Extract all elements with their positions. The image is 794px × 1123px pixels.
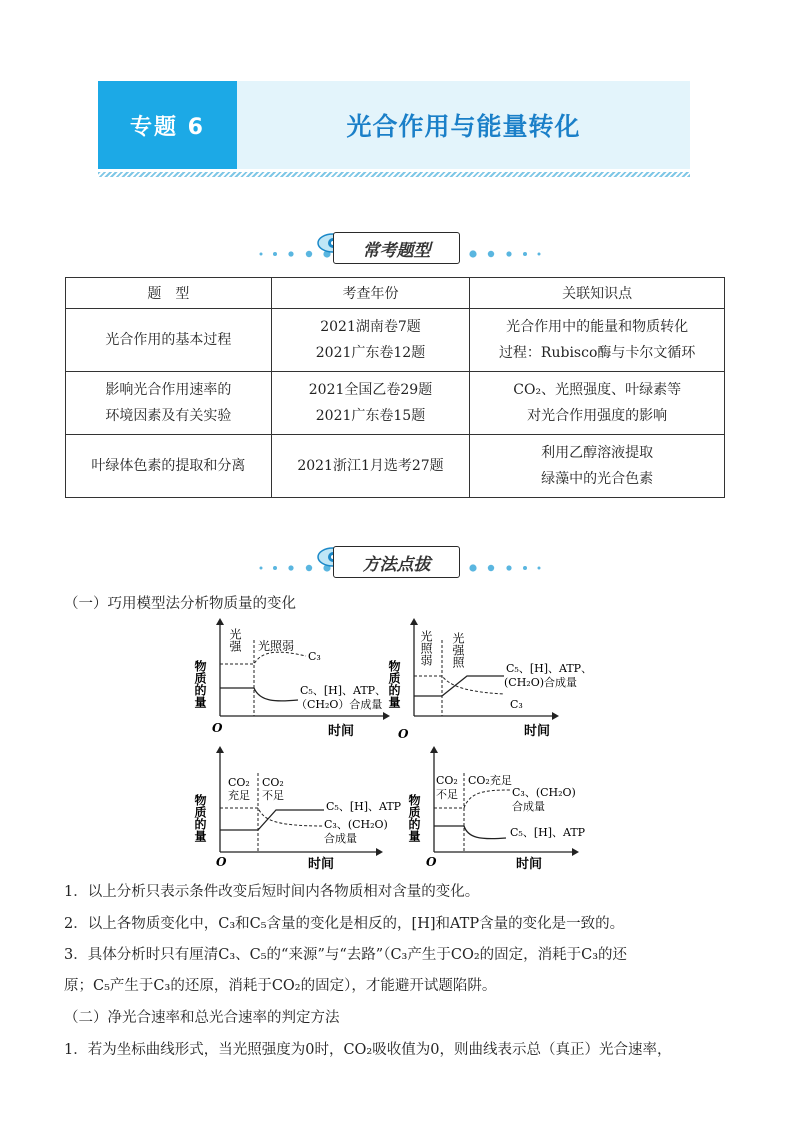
graph-light-strong bbox=[387, 620, 593, 742]
section-title: 方法点拔 bbox=[333, 546, 460, 578]
svg-text:O: O bbox=[212, 721, 223, 735]
svg-text:光强: 光强 bbox=[228, 628, 242, 652]
svg-text:O: O bbox=[398, 727, 409, 741]
svg-text:C₅、[H]、ATP: C₅、[H]、ATP bbox=[510, 826, 586, 839]
svg-text:C₃: C₃ bbox=[308, 650, 321, 663]
table-header-row bbox=[66, 278, 725, 309]
subheading-model-method: （一）巧用模型法分析物质量的变化 bbox=[64, 596, 296, 612]
cell-type: 叶绿体色素的提取和分离 bbox=[66, 435, 272, 498]
svg-text:时间: 时间 bbox=[516, 857, 543, 872]
header-type: 题 型 bbox=[66, 278, 272, 309]
svg-text:合成量: 合成量 bbox=[512, 800, 545, 813]
section-title: 常考题型 bbox=[333, 232, 460, 264]
cell-points: CO₂、光照强度、叶绿素等 对光合作用强度的影响 bbox=[470, 372, 725, 435]
svg-text:物质的量: 物质的量 bbox=[407, 794, 421, 842]
svg-text:物质的量: 物质的量 bbox=[387, 660, 401, 708]
svg-text:C₃: C₃ bbox=[510, 698, 523, 711]
graph-co2-sufficient bbox=[407, 748, 602, 872]
svg-text:C₅、[H]、ATP: C₅、[H]、ATP bbox=[326, 800, 402, 813]
topic-banner bbox=[98, 81, 690, 169]
svg-text:C₃、(CH₂O): C₃、(CH₂O) bbox=[512, 786, 576, 799]
dots-decoration-right bbox=[465, 564, 545, 572]
svg-text:C₅、[H]、ATP、: C₅、[H]、ATP、 bbox=[300, 684, 387, 697]
topics-table bbox=[65, 277, 725, 498]
cell-type: 光合作用的基本过程 bbox=[66, 309, 272, 372]
section-header-common-types bbox=[0, 228, 794, 268]
svg-text:时间: 时间 bbox=[308, 857, 335, 872]
note-3-line-1: 3．具体分析时只有厘清C₃、C₅的“来源”与“去路”（C₃产生于CO₂的固定，消耗于C₃的还 bbox=[64, 947, 628, 963]
svg-text:光照弱: 光照弱 bbox=[419, 630, 433, 666]
svg-text:光照弱: 光照弱 bbox=[258, 639, 295, 653]
svg-text:不足: 不足 bbox=[436, 788, 458, 801]
cell-points: 利用乙醇溶液提取 绿藻中的光合色素 bbox=[470, 435, 725, 498]
svg-text:C₅、[H]、ATP、: C₅、[H]、ATP、 bbox=[506, 662, 593, 675]
table-row bbox=[66, 435, 725, 498]
svg-text:CO₂充足: CO₂充足 bbox=[468, 774, 512, 787]
svg-text:（CH₂O）合成量: （CH₂O）合成量 bbox=[296, 698, 383, 711]
note-2: 2．以上各物质变化中，C₃和C₅含量的变化是相反的，[H]和ATP含量的变化是一致的。 bbox=[64, 916, 625, 932]
graph-light-weak bbox=[193, 620, 388, 742]
svg-text:时间: 时间 bbox=[328, 724, 355, 739]
svg-text:合成量: 合成量 bbox=[324, 832, 357, 845]
svg-text:(CH₂O)合成量: (CH₂O)合成量 bbox=[504, 676, 578, 689]
note-1: 1．以上分析只表示条件改变后短时间内各物质相对含量的变化。 bbox=[64, 884, 480, 900]
svg-text:物质的量: 物质的量 bbox=[193, 660, 207, 708]
svg-text:CO₂: CO₂ bbox=[262, 776, 284, 789]
table-row bbox=[66, 372, 725, 435]
dots-decoration-right bbox=[465, 250, 545, 258]
svg-text:充足: 充足 bbox=[228, 789, 250, 802]
note-3-line-2: 原；C₅产生于C₃的还原，消耗于CO₂的固定），才能避开试题陷阱。 bbox=[64, 978, 497, 994]
svg-text:CO₂: CO₂ bbox=[436, 774, 458, 787]
topic-number: 专题 6 bbox=[98, 81, 237, 169]
svg-text:时间: 时间 bbox=[524, 724, 551, 739]
banner-divider bbox=[98, 172, 690, 177]
cell-points: 光合作用中的能量和物质转化 过程：Rubisco酶与卡尔文循环 bbox=[470, 309, 725, 372]
table-row bbox=[66, 309, 725, 372]
cell-years: 2021湖南卷7题 2021广东卷12题 bbox=[271, 309, 470, 372]
header-points: 关联知识点 bbox=[470, 278, 725, 309]
svg-text:O: O bbox=[426, 855, 437, 869]
header-years: 考查年份 bbox=[271, 278, 470, 309]
section-header-method-tips bbox=[0, 542, 794, 582]
svg-text:物质的量: 物质的量 bbox=[193, 794, 207, 842]
svg-text:CO₂: CO₂ bbox=[228, 776, 250, 789]
subheading-rate-judgement: （二）净光合速率和总光合速率的判定方法 bbox=[64, 1010, 340, 1026]
cell-years: 2021全国乙卷29题 2021广东卷15题 bbox=[271, 372, 470, 435]
cell-years: 2021浙江1月选考27题 bbox=[271, 435, 470, 498]
svg-text:不足: 不足 bbox=[262, 789, 284, 802]
graph-co2-insufficient bbox=[193, 748, 408, 872]
topic-title: 光合作用与能量转化 bbox=[346, 112, 581, 141]
svg-text:O: O bbox=[216, 855, 227, 869]
cell-type: 影响光合作用速率的 环境因素及有关实验 bbox=[66, 372, 272, 435]
svg-text:光强照: 光强照 bbox=[451, 632, 465, 668]
note-4: 1．若为坐标曲线形式，当光照强度为0时，CO₂吸收值为0，则曲线表示总（真正）光合速率， bbox=[64, 1042, 672, 1058]
svg-text:C₃、(CH₂O): C₃、(CH₂O) bbox=[324, 818, 388, 831]
